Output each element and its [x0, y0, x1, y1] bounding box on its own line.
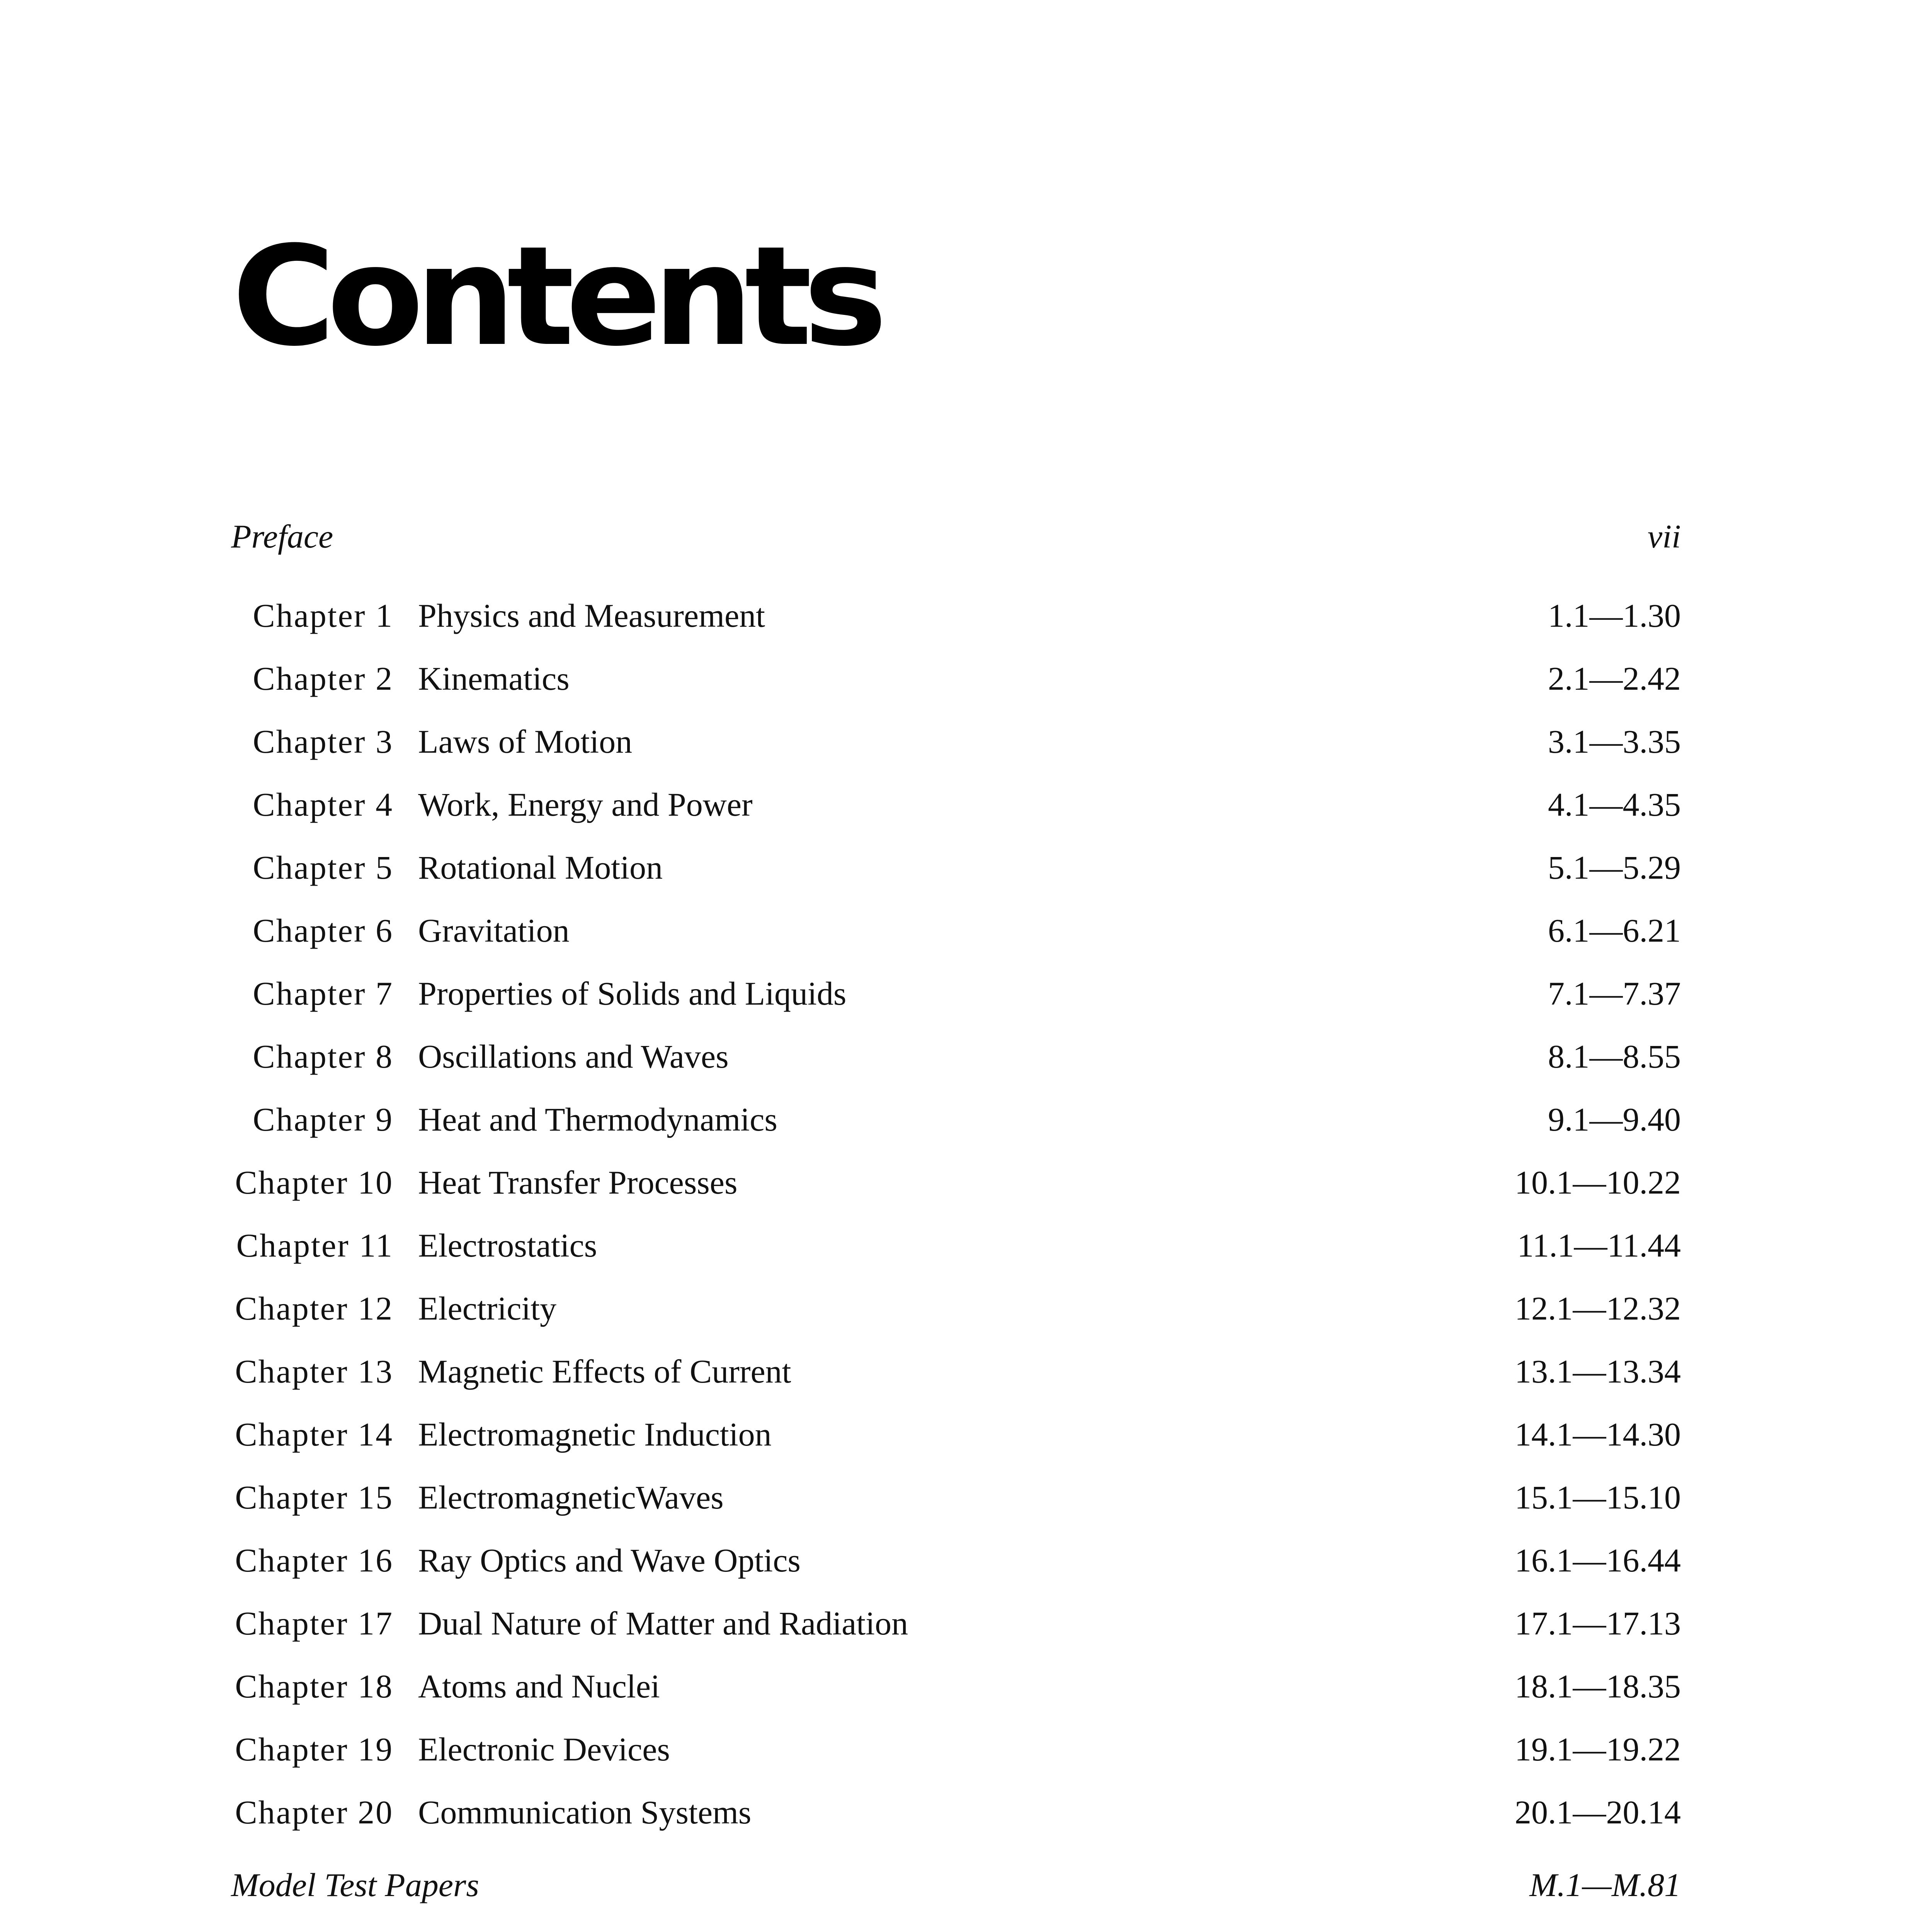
toc-entry-preface[interactable] — [0, 515, 1932, 558]
toc-entry-label: Preface — [231, 518, 333, 555]
toc-entry-chapter-10[interactable] — [0, 1161, 1932, 1204]
toc-entry-pages: M.1—M.81 — [1529, 1866, 1681, 1903]
chapter-number: Chapter 14 — [235, 1416, 393, 1453]
chapter-title: Work, Energy and Power — [418, 786, 753, 823]
chapter-number: Chapter 12 — [235, 1290, 393, 1327]
chapter-number: Chapter 3 — [253, 723, 393, 760]
chapter-title: Dual Nature of Matter and Radiation — [418, 1605, 908, 1642]
chapter-title: Heat Transfer Processes — [418, 1164, 738, 1201]
toc-entry-chapter-6[interactable] — [0, 909, 1932, 952]
chapter-pages: 2.1—2.42 — [1548, 660, 1681, 697]
toc-entry-chapter-5[interactable] — [0, 846, 1932, 889]
chapter-number: Chapter 18 — [235, 1668, 393, 1705]
chapter-number: Chapter 2 — [253, 660, 393, 697]
chapter-pages: 7.1—7.37 — [1548, 975, 1681, 1012]
toc-entry-chapter-19[interactable] — [0, 1728, 1932, 1770]
chapter-pages: 5.1—5.29 — [1548, 849, 1681, 886]
toc-entry-chapter-15[interactable] — [0, 1476, 1932, 1519]
chapter-number: Chapter 7 — [253, 975, 393, 1012]
toc-entry-chapter-17[interactable] — [0, 1602, 1932, 1645]
chapter-pages: 15.1—15.10 — [1515, 1479, 1681, 1516]
chapter-number: Chapter 4 — [253, 786, 393, 823]
toc-entry-label: Model Test Papers — [231, 1866, 479, 1903]
toc-entry-chapter-16[interactable] — [0, 1539, 1932, 1582]
chapter-title: Properties of Solids and Liquids — [418, 975, 847, 1012]
chapter-title: Electromagnetic Induction — [418, 1416, 772, 1453]
toc-entry-chapter-8[interactable] — [0, 1035, 1932, 1078]
chapter-title: Kinematics — [418, 660, 570, 697]
chapter-pages: 3.1—3.35 — [1548, 723, 1681, 760]
chapter-pages: 11.1—11.44 — [1517, 1227, 1681, 1264]
chapter-pages: 13.1—13.34 — [1515, 1353, 1681, 1390]
chapter-pages: 10.1—10.22 — [1515, 1164, 1681, 1201]
chapter-pages: 18.1—18.35 — [1515, 1668, 1681, 1705]
chapter-title: Physics and Measurement — [418, 597, 765, 634]
chapter-number: Chapter 11 — [236, 1227, 393, 1264]
toc-entry-chapter-4[interactable] — [0, 783, 1932, 826]
chapter-number: Chapter 15 — [235, 1479, 393, 1516]
chapter-pages: 8.1—8.55 — [1548, 1038, 1681, 1075]
chapter-title: Magnetic Effects of Current — [418, 1353, 791, 1390]
chapter-pages: 20.1—20.14 — [1515, 1794, 1681, 1831]
chapter-title: Atoms and Nuclei — [418, 1668, 660, 1705]
toc-entry-model-test-papers[interactable] — [0, 1864, 1932, 1906]
chapter-title: Rotational Motion — [418, 849, 663, 886]
chapter-number: Chapter 9 — [253, 1101, 393, 1138]
toc-entry-chapter-11[interactable] — [0, 1224, 1932, 1267]
chapter-title: Laws of Motion — [418, 723, 633, 760]
chapter-number: Chapter 13 — [235, 1353, 393, 1390]
chapter-title: Communication Systems — [418, 1794, 752, 1831]
toc-entry-chapter-12[interactable] — [0, 1287, 1932, 1330]
chapter-pages: 17.1—17.13 — [1515, 1605, 1681, 1642]
toc-entry-chapter-1[interactable] — [0, 594, 1932, 637]
toc-entry-chapter-13[interactable] — [0, 1350, 1932, 1393]
chapter-title: Heat and Thermodynamics — [418, 1101, 777, 1138]
chapter-pages: 4.1—4.35 — [1548, 786, 1681, 823]
chapter-pages: 12.1—12.32 — [1515, 1290, 1681, 1327]
chapter-title: Electrostatics — [418, 1227, 597, 1264]
page-title: Contents — [232, 216, 879, 376]
chapter-number: Chapter 1 — [253, 597, 393, 634]
chapter-title: Oscillations and Waves — [418, 1038, 729, 1075]
chapter-number: Chapter 10 — [235, 1164, 393, 1201]
toc-entry-chapter-3[interactable] — [0, 720, 1932, 763]
chapter-pages: 16.1—16.44 — [1515, 1542, 1681, 1579]
chapter-title: Electronic Devices — [418, 1731, 670, 1768]
chapter-title: ElectromagneticWaves — [418, 1479, 724, 1516]
chapter-number: Chapter 5 — [253, 849, 393, 886]
chapter-pages: 6.1—6.21 — [1548, 912, 1681, 949]
chapter-number: Chapter 17 — [235, 1605, 393, 1642]
toc-entry-chapter-20[interactable] — [0, 1791, 1932, 1833]
toc-entry-chapter-7[interactable] — [0, 972, 1932, 1015]
chapter-number: Chapter 19 — [235, 1731, 393, 1768]
chapter-title: Electricity — [418, 1290, 557, 1327]
chapter-pages: 1.1—1.30 — [1548, 597, 1681, 634]
chapter-pages: 14.1—14.30 — [1515, 1416, 1681, 1453]
chapter-number: Chapter 20 — [235, 1794, 393, 1831]
chapter-number: Chapter 8 — [253, 1038, 393, 1075]
chapter-title: Gravitation — [418, 912, 570, 949]
chapter-pages: 9.1—9.40 — [1548, 1101, 1681, 1138]
toc-entry-chapter-14[interactable] — [0, 1413, 1932, 1456]
chapter-title: Ray Optics and Wave Optics — [418, 1542, 801, 1579]
toc-entry-chapter-9[interactable] — [0, 1098, 1932, 1141]
chapter-pages: 19.1—19.22 — [1515, 1731, 1681, 1768]
chapter-number: Chapter 6 — [253, 912, 393, 949]
toc-entry-pages: vii — [1648, 518, 1681, 555]
toc-entry-chapter-2[interactable] — [0, 657, 1932, 700]
toc-entry-chapter-18[interactable] — [0, 1665, 1932, 1708]
chapter-number: Chapter 16 — [235, 1542, 393, 1579]
